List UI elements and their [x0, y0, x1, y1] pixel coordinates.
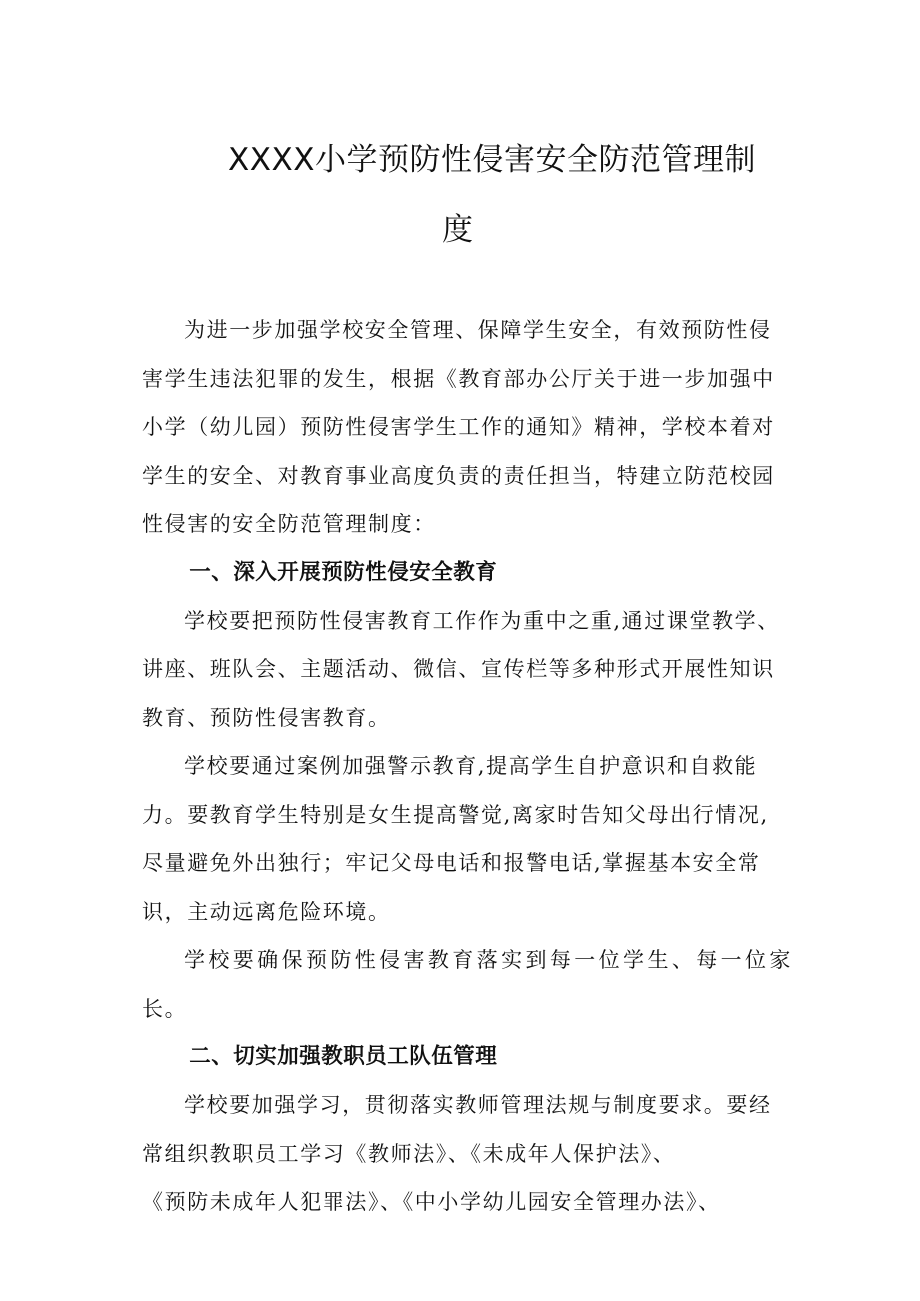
section-2-paragraph-1 [142, 1081, 792, 1227]
intro-line-2: 害学生违法犯罪的发生，根据《教育部办公厅关于进一步加强中 [142, 366, 775, 391]
s1p2-line-3: 尽量避免外出独行；牢记父母电话和报警电话,掌握基本安全常 [142, 851, 761, 875]
s1p3-line-1: 学校要确保预防性侵害教育落实到每一位学生、每一位家长。 [142, 948, 792, 1021]
intro-line-5: 性侵害的安全防范管理制度： [142, 512, 436, 536]
intro-line-1: 为进一步加强学校安全管理、保障学生安全，有效预防性侵 [184, 318, 772, 342]
s1p1-line-2: 讲座、班队会、主题活动、微信、宣传栏等多种形式开展性知识 [142, 657, 775, 681]
intro-paragraph [142, 306, 792, 549]
document-title-line-1: XXXX小学预防性侵害安全防范管理制 [228, 142, 756, 178]
intro-line-4: 学生的安全、对教育事业高度负责的责任担当，特建立防范校园 [142, 463, 775, 488]
s1p1-line-3: 教育、预防性侵害教育。 [142, 705, 391, 730]
s2p1-line-3: 《预防未成年人犯罪法》、《中小学幼儿园安全管理办法》、 [142, 1190, 721, 1214]
s2p1-line-1: 学校要加强学习，贯彻落实教师管理法规与制度要求。要经 [184, 1093, 772, 1117]
section-2-heading: 二、切实加强教职员工队伍管理 [189, 1044, 498, 1069]
section-1-heading: 一、深入开展预防性侵安全教育 [189, 559, 498, 585]
section-1-paragraph-3 [142, 936, 792, 1033]
intro-line-3: 小学（幼儿园）预防性侵害学生工作的通知》精神，学校本着对 [142, 415, 775, 439]
section-1-paragraph-2 [142, 742, 792, 936]
document-body [142, 306, 792, 1227]
s1p2-line-4: 识，主动远离危险环境。 [142, 899, 391, 924]
s1p2-line-2: 力。要教育学生特别是女生提高警觉,离家时告知父母出行情况, [142, 802, 769, 827]
document-title-line-2: 度 [442, 212, 474, 248]
section-1-paragraph-1 [142, 597, 792, 743]
s1p1-line-1: 学校要把预防性侵害教育工作作为重中之重,通过课堂教学、 [184, 608, 780, 633]
s2p1-line-2: 常组织教职员工学习《教师法》、《未成年人保护法》、 [142, 1141, 676, 1166]
s1p2-line-1: 学校要通过案例加强警示教育,提高学生自护意识和自救能 [184, 754, 758, 778]
